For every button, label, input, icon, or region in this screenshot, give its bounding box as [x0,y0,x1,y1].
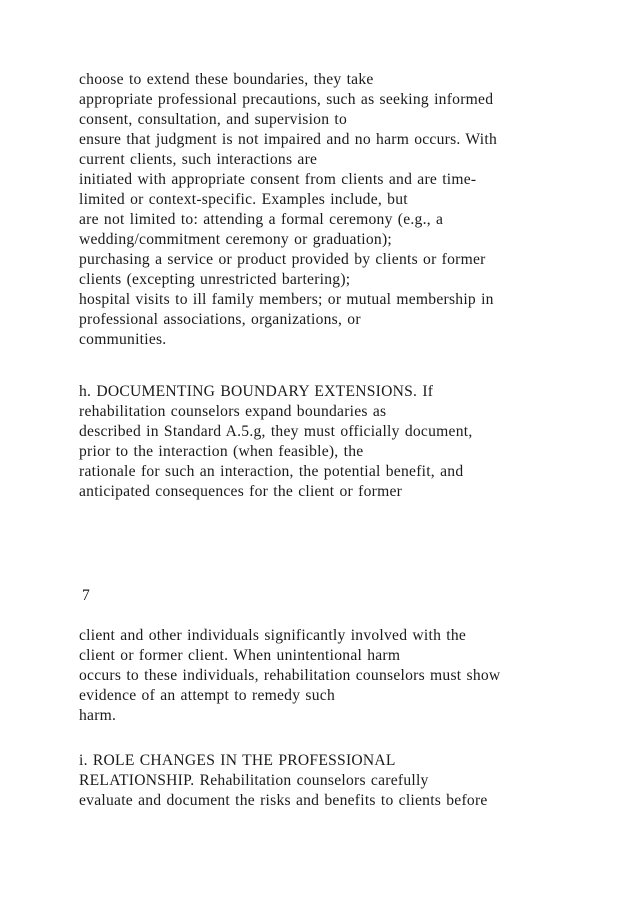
text-line: ensure that judgment is not impaired and no harm occurs. With [79,131,497,148]
text-line: limited or context-specific. Examples include, but [79,191,408,208]
text-line: clients (excepting unrestricted bartering); [79,271,351,288]
text-line: current clients, such interactions are [79,151,318,168]
text-line: evidence of an attempt to remedy such [79,687,335,704]
section-heading-line: h. DOCUMENTING BOUNDARY EXTENSIONS. If [79,383,434,400]
text-line: purchasing a service or product provided by clients or former [79,251,486,268]
text-line: harm. [79,707,117,724]
text-line: choose to extend these boundaries, they take [79,71,374,88]
text-line: described in Standard A.5.g, they must officially document, [79,423,473,440]
paragraph-boundary-extension-continued [79,70,619,350]
text-line: prior to the interaction (when feasible), the [79,443,364,460]
text-line: client and other individuals significantly involved with the [79,627,467,644]
text-line: consent, consultation, and supervision to [79,111,348,128]
text-line: hospital visits to ill family members; or mutual membership in [79,291,494,308]
text-line: appropriate professional precautions, such as seeking informed [79,91,494,108]
text-line: RELATIONSHIP. Rehabilitation counselors carefully [79,772,429,789]
section-heading-line: i. ROLE CHANGES IN THE PROFESSIONAL [79,752,396,769]
text-line: wedding/commitment ceremony or graduation); [79,231,392,248]
text-line: communities. [79,331,167,348]
text-line: rationale for such an interaction, the potential benefit, and [79,463,464,480]
text-line: initiated with appropriate consent from clients and are time- [79,171,477,188]
page-number [82,586,622,606]
text-line: are not limited to: attending a formal ceremony (e.g., a [79,211,444,228]
text-line: client or former client. When unintentional harm [79,647,401,664]
text-line: rehabilitation counselors expand boundaries as [79,403,387,420]
text-line: professional associations, organizations, or [79,311,361,328]
page-number-text: 7 [82,587,91,604]
text-line: anticipated consequences for the client or former [79,483,403,500]
paragraph-continuation [79,626,619,726]
paragraph-role-changes [79,751,619,811]
text-line: occurs to these individuals, rehabilitation counselors must show [79,667,501,684]
paragraph-documenting-boundary-extensions [79,382,619,502]
text-line: evaluate and document the risks and benefits to clients before [79,792,488,809]
